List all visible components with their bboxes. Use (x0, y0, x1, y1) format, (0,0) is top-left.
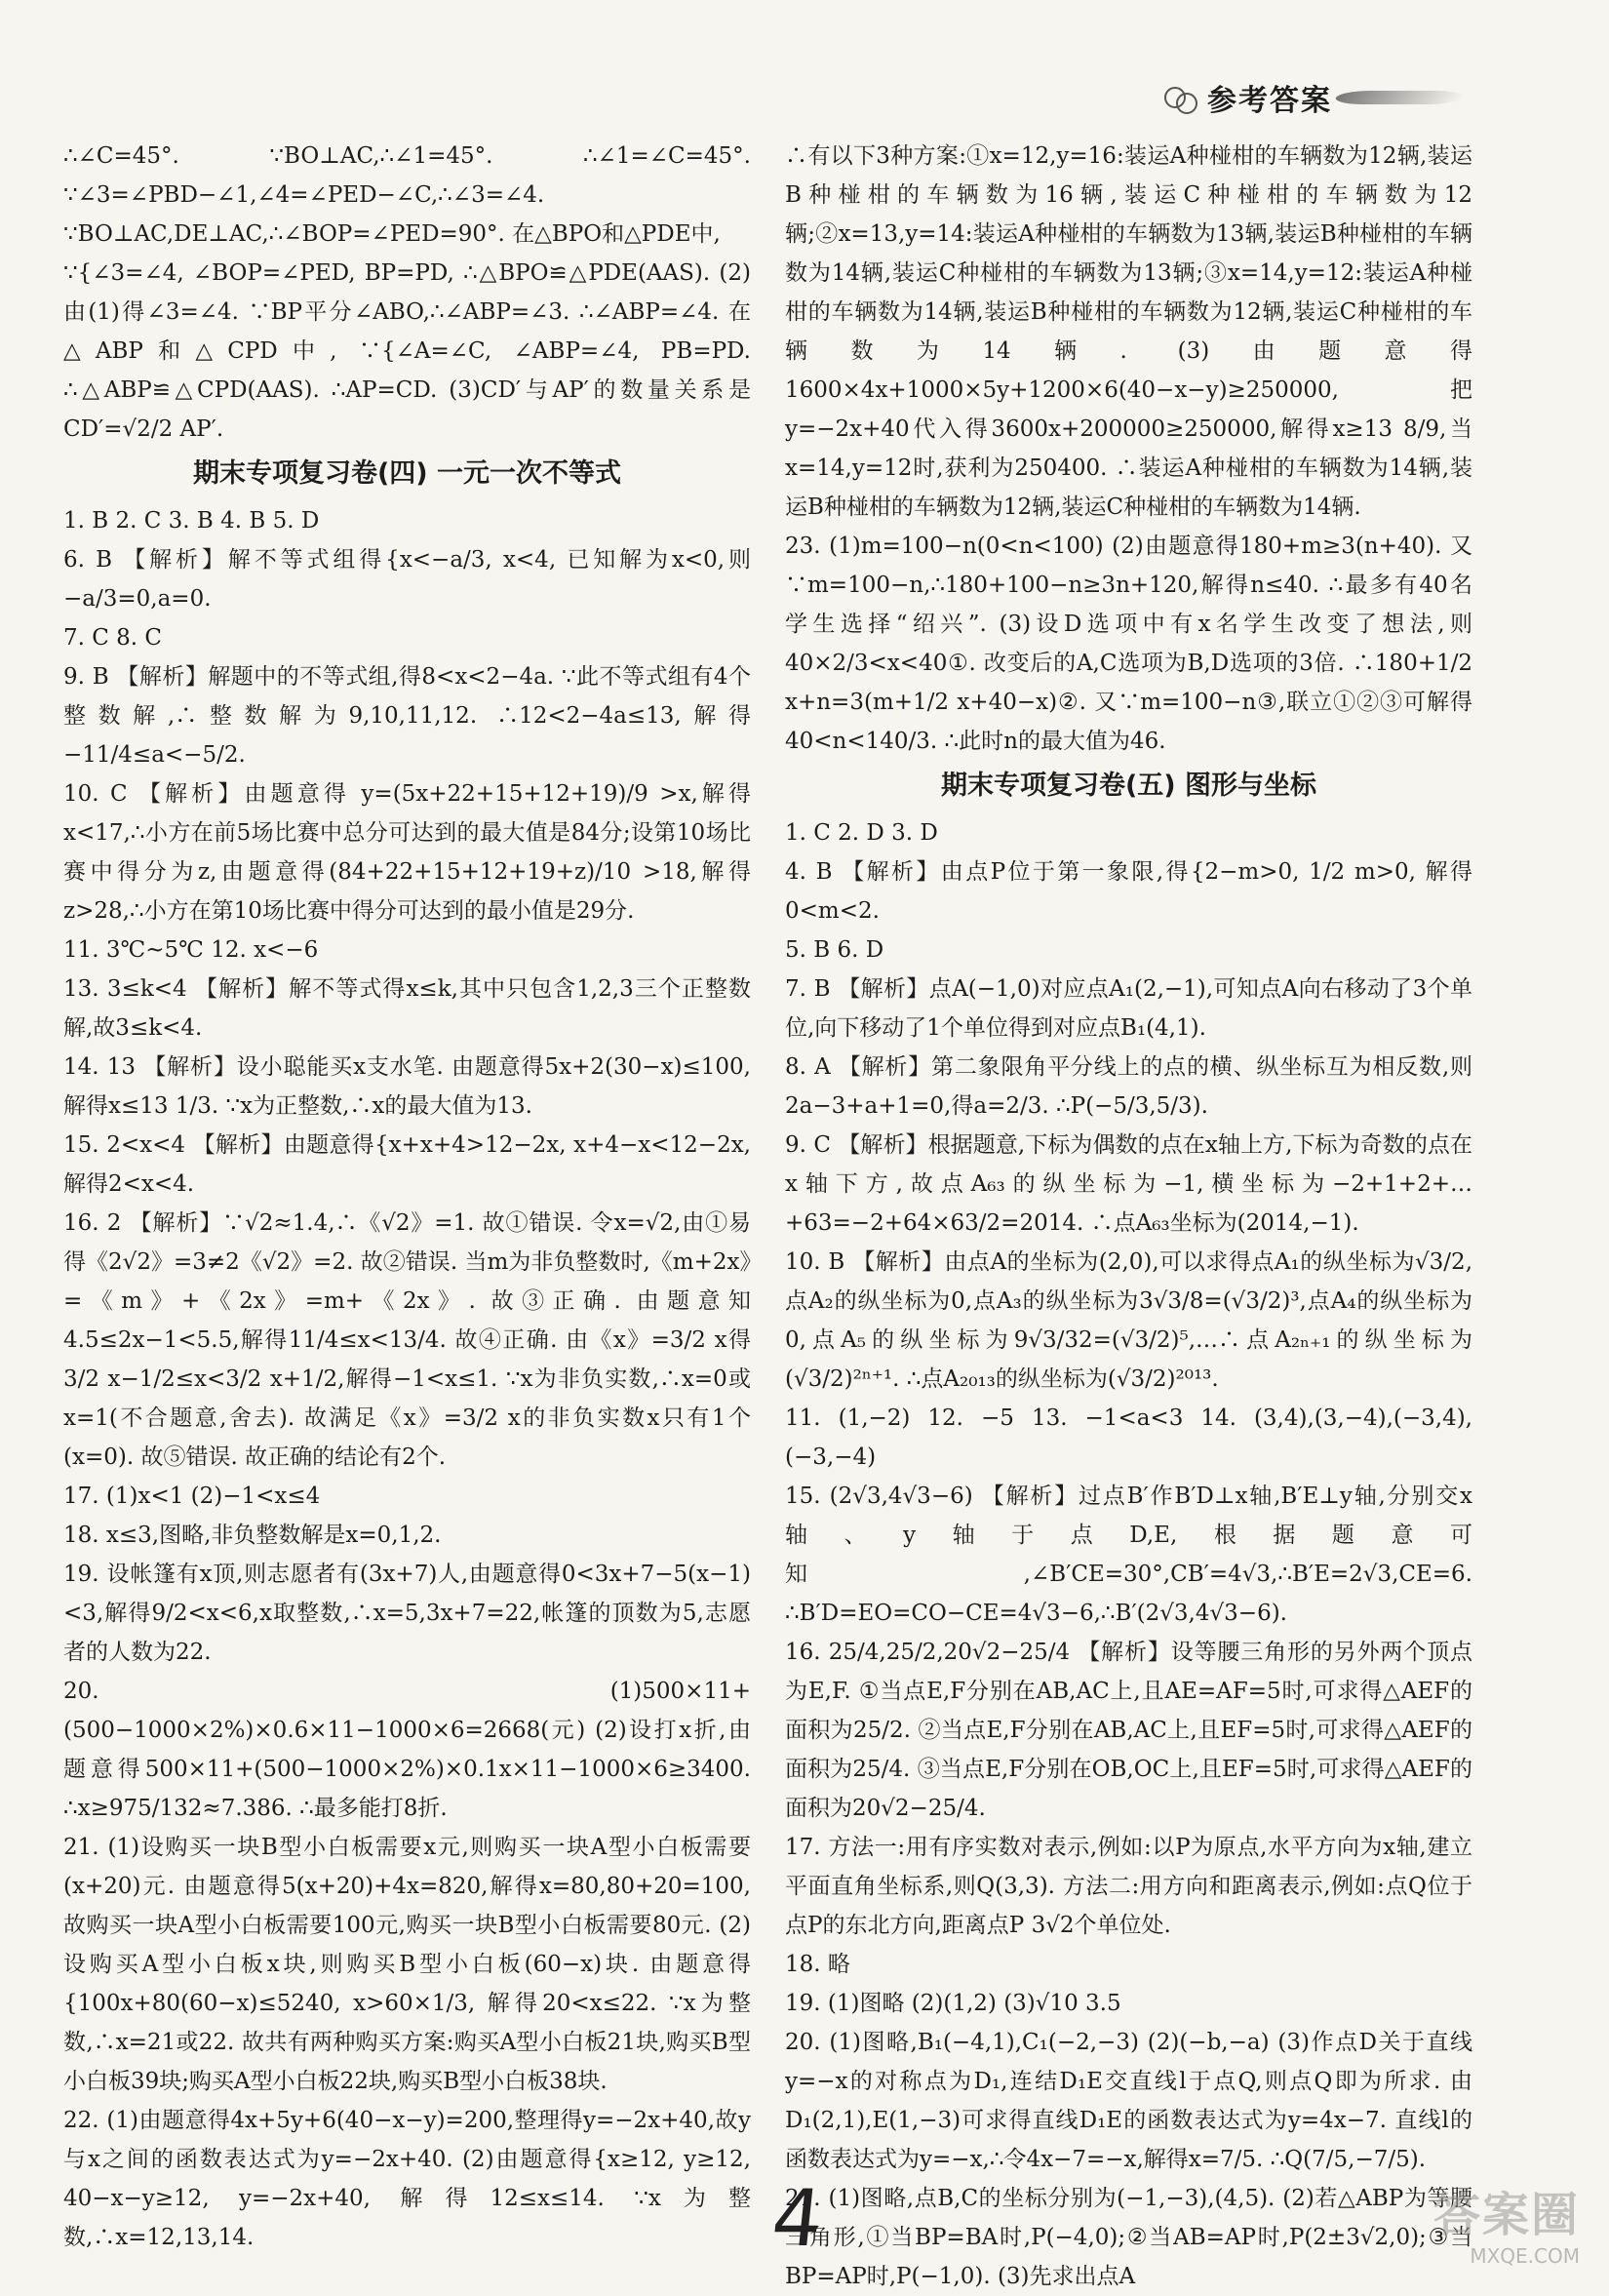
answer-paragraph: 19. 设帐篷有x顶,则志愿者有(3x+7)人,由题意得0<3x+7−5(x−1)<3,解得9/2<x<6,x取整数,∴x=5,3x+7=22,帐篷的顶数为5,志愿者的人数为22. (63, 1562, 751, 1665)
watermark-logo (1385, 2177, 1580, 2268)
answer-paragraph: 22. (1)由题意得4x+5y+6(40−x−y)=200,整理得y=−2x+40,故y与x之间的函数表达式为y=−2x+40. (2)由题意得{x≥12, y≥12, 40−x−y≥12, y=−2x+40, 解得12≤x≤14. ∵x为整数,∴x=12,13,14. (63, 2108, 751, 2250)
answer-paragraph: 9. C 【解析】根据题意,下标为偶数的点在x轴上方,下标为奇数的点在x轴下方,故点A₆₃的纵坐标为−1,横坐标为−2+1+2+…+63=−2+64×63/2=2014. ∴点A₆₃坐标为(2014,−1). (785, 1132, 1472, 1236)
answer-paragraph: 1. B 2. C 3. B 4. B 5. D (63, 508, 320, 534)
answer-paragraph: 20. (1)图略,B₁(−4,1),C₁(−2,−3) (2)(−b,−a) (3)作点D关于直线y=−x的对称点为D₁,连结D₁E交直线l于点Q,则点Q即为所求. 由D₁(2,1),E(1,−3)可求得直线D₁E的函数表达式为y=4x−7. 直线l的函数表达式为y=−x,∴令4x−7=−x,解得x=7/5. ∴Q(7/5,−7/5). (785, 2030, 1472, 2172)
answer-paragraph: 9. B 【解析】解题中的不等式组,得8<x<2−4a. ∵此不等式组有4个整数解,∴整数解为9,10,11,12. ∴12<2−4a≤13,解得−11/4≤a<−5/2. (63, 664, 751, 768)
answer-paragraph: 8. A 【解析】第二象限角平分线上的点的横、纵坐标互为相反数,则2a−3+a+1=0,得a=2/3. ∴P(−5/3,5/3). (785, 1054, 1472, 1119)
answer-paragraph: ∵{∠3=∠4, ∠BOP=∠PED, BP=PD, ∴△BPO≌△PDE(AAS). (2)由(1)得∠3=∠4. ∵BP平分∠ABO,∴∠ABP=∠3. ∴∠ABP=∠4. 在△ABP和△CPD中, ∵{∠A=∠C, ∠ABP=∠4, PB=PD. ∴△ABP≌△CPD(AAS). ∴AP=CD. (3)CD′与AP′的数量关系是CD′=√2/2 AP′. (63, 260, 751, 442)
answer-paragraph: 20. (1)500×11+(500−1000×2%)×0.6×11−1000×6=2668(元) (2)设打x折,由题意得500×11+(500−1000×2%)×0.1x×11−1000×6≥3400. ∴x≥975/132≈7.386. ∴最多能打8折. (63, 1679, 751, 1821)
answer-paragraph: 7. B 【解析】点A(−1,0)对应点A₁(2,−1),可知点A向右移动了3个单位,向下移动了1个单位得到对应点B₁(4,1). (785, 976, 1472, 1041)
page-header (1162, 76, 1463, 119)
answer-paragraph: 23. (1)m=100−n(0<n<100) (2)由题意得180+m≥3(n+40). 又∵m=100−n,∴180+100−n≥3n+120,解得n≤40. ∴最多有40名学生选择“绍兴”. (3)设D选项中有x名学生改变了想法,则40×2/3<x<40①. 改变后的A,C选项为B,D选项的3倍. ∴180+1/2 x+n=3(m+1/2 x+40−x)②. 又∵m=100−n③,联立①②③可解得40<n<140/3. ∴此时n的最大值为46. (785, 534, 1472, 754)
answer-paragraph: 10. C 【解析】由题意得 y=(5x+22+15+12+19)/9 >x,解得x<17,∴小方在前5场比赛中总分可达到的最大值是84分;设第10场比赛中得分为z,由题意得(84+22+15+12+19+z)/10 >18,解得z>28,∴小方在第10场比赛中得分可达到的最小值是29分. (63, 781, 751, 924)
answer-paragraph: 17. 方法一:用有序实数对表示,例如:以P为原点,水平方向为x轴,建立平面直角坐标系,则Q(3,3). 方法二:用方向和距离表示,例如:点Q位于点P的东北方向,距离点P 3√2个单位处. (785, 1835, 1472, 1938)
answer-paragraph: ∴有以下3种方案:①x=12,y=16:装运A种椪柑的车辆数为12辆,装运B种椪柑的车辆数为16辆,装运C种椪柑的车辆数为12辆;②x=13,y=14:装运A种椪柑的车辆数为13辆,装运B种椪柑的车辆数为14辆,装运C种椪柑的车辆数为13辆;③x=14,y=12:装运A种椪柑的车辆数为14辆,装运B种椪柑的车辆数为12辆,装运C种椪柑的车辆数为14辆. (3)由题意得1600×4x+1000×5y+1200×6(40−x−y)≥250000,把y=−2x+40代入得3600x+200000≥250000,解得x≥13 8/9,当x=14,y=12时,获利为250400. ∴装运A种椪柑的车辆数为14辆,装运B种椪柑的车辆数为12辆,装运C种椪柑的车辆数为14辆. (785, 143, 1472, 520)
answer-paragraph: 10. B 【解析】由点A的坐标为(2,0),可以求得点A₁的纵坐标为√3/2,点A₂的纵坐标为0,点A₃的纵坐标为3√3/8=(√3/2)³,点A₄的纵坐标为0,点A₅的纵坐标为9√3/32=(√3/2)⁵,…∴点A₂ₙ₊₁的纵坐标为(√3/2)²ⁿ⁺¹. ∴点A₂₀₁₃的纵坐标为(√3/2)²⁰¹³. (785, 1249, 1472, 1392)
answer-paragraph: 16. 2 【解析】∵√2≈1.4,∴《√2》=1. 故①错误. 令x=√2,由①易得《2√2》=3≠2《√2》=2. 故②错误. 当m为非负整数时,《m+2x》=《m》+《2x》=m+《2x》. 故③正确. 由题意知4.5≤2x−1<5.5,解得11/4≤x<13/4. 故④正确. 由《x》=3/2 x得3/2 x−1/2≤x<3/2 x+1/2,解得−1<x≤1. ∵x为非负实数,∴x=0或x=1(不合题意,舍去). 故满足《x》=3/2 x的非负实数x只有1个(x=0). 故⑤错误. 故正确的结论有2个. (63, 1210, 751, 1470)
answer-paragraph: 17. (1)x<1 (2)−1<x≤4 (63, 1484, 321, 1509)
answer-paragraph: 18. x≤3,图略,非负整数解是x=0,1,2. (63, 1523, 442, 1548)
watermark-url: MXQE.COM (1470, 2244, 1580, 2268)
answer-paragraph: 21. (1)图略,点B,C的坐标分别为(−1,−3),(4,5). (2)若△ABP为等腰三角形,①当BP=BA时,P(−4,0);②当AB=AP时,P(2±3√2,0);③当BP=AP时,P(−1,0). (3)先求出点A (785, 2186, 1472, 2289)
watermark-text: 答案圈 (1432, 2188, 1580, 2242)
answer-paragraph: 1. C 2. D 3. D (785, 820, 938, 846)
section-heading: 期末专项复习卷(四) 一元一次不等式 (192, 458, 622, 489)
answer-paragraph: 11. 3℃~5℃ 12. x<−6 (63, 937, 319, 963)
answer-paragraph: 16. 25/4,25/2,20√2−25/4 【解析】设等腰三角形的另外两个顶点为E,F. ①当点E,F分别在AB,AC上,且AE=AF=5时,可求得△AEF的面积为25/2. ②当点E,F分别在AB,AC上,且EF=5时,可求得△AEF的面积为25/4. ③当点E,F分别在OB,OC上,且EF=5时,可求得△AEF的面积为20√2−25/4. (785, 1640, 1472, 1821)
answer-paragraph: 19. (1)图略 (2)(1,2) (3)√10 3.5 (785, 1991, 1121, 2016)
answer-paragraph: 5. B 6. D (785, 937, 884, 963)
answer-paragraph: 21. (1)设购买一块B型小白板需要x元,则购买一块A型小白板需要(x+20)元. 由题意得5(x+20)+4x=820,解得x=80,80+20=100,故购买一块A型小白板需要100元,购买一块B型小白板需要80元. (2)设购买A型小白板x块,则购买B型小白板(60−x)块. 由题意得{100x+80(60−x)≤5240, x>60×1/3, 解得20<x≤22. ∵x为整数,∴x=21或22. 故共有两种购买方案:购买A型小白板21块,购买B型小白板39块;购买A型小白板22块,购买B型小白板38块. (63, 1835, 751, 2094)
answer-paragraph: 11. (1,−2) 12. −5 13. −1<a<3 14. (3,4),(3,−4),(−3,4),(−3,−4) (785, 1405, 1472, 1470)
answer-paragraph: 6. B 【解析】解不等式组得{x<−a/3, x<4, 已知解为x<0,则−a/3=0,a=0. (63, 547, 751, 612)
answer-paragraph: 15. (2√3,4√3−6) 【解析】过点B′作B′D⊥x轴,B′E⊥y轴,分别交x轴、y轴于点D,E,根据题意可知,∠B′CE=30°,CB′=4√3,∴B′E=2√3,CE=6. ∴B′D=EO=CO−CE=4√3−6,∴B′(2√3,4√3−6). (785, 1484, 1472, 1626)
answer-paragraph: 18. 略 (785, 1952, 850, 1977)
rings-icon (1162, 83, 1205, 112)
answer-paragraph: 13. 3≤k<4 【解析】解不等式得x≤k,其中只包含1,2,3三个正整数解,故3≤k<4. (63, 976, 751, 1041)
answer-paragraph: 4. B 【解析】由点P位于第一象限,得{2−m>0, 1/2 m>0, 解得0<m<2. (785, 859, 1472, 924)
page-title: 参考答案 (1207, 84, 1332, 118)
answer-paragraph: ∴∠C=45°. ∵BO⊥AC,∴∠1=45°. ∴∠1=∠C=45°. ∵∠3=∠PBD−∠1,∠4=∠PED−∠C,∴∠3=∠4. ∵BO⊥AC,DE⊥AC,∴∠BOP=∠PED=90°. 在△BPO和△PDE中, (63, 143, 751, 247)
handwritten-page-number: 4 (767, 2173, 827, 2264)
section-heading: 期末专项复习卷(五) 图形与坐标 (940, 771, 1317, 801)
swoosh-decoration (1332, 91, 1467, 104)
answer-paragraph: 15. 2<x<4 【解析】由题意得{x+x+4>12−2x, x+4−x<12−2x, 解得2<x<4. (63, 1132, 751, 1197)
answer-paragraph: 7. C 8. C (63, 625, 163, 651)
right-column (785, 137, 1472, 2296)
left-column (63, 137, 751, 2257)
answer-paragraph: 14. 13 【解析】设小聪能买x支水笔. 由题意得5x+2(30−x)≤100,解得x≤13 1/3. ∵x为正整数,∴x的最大值为13. (63, 1054, 751, 1119)
